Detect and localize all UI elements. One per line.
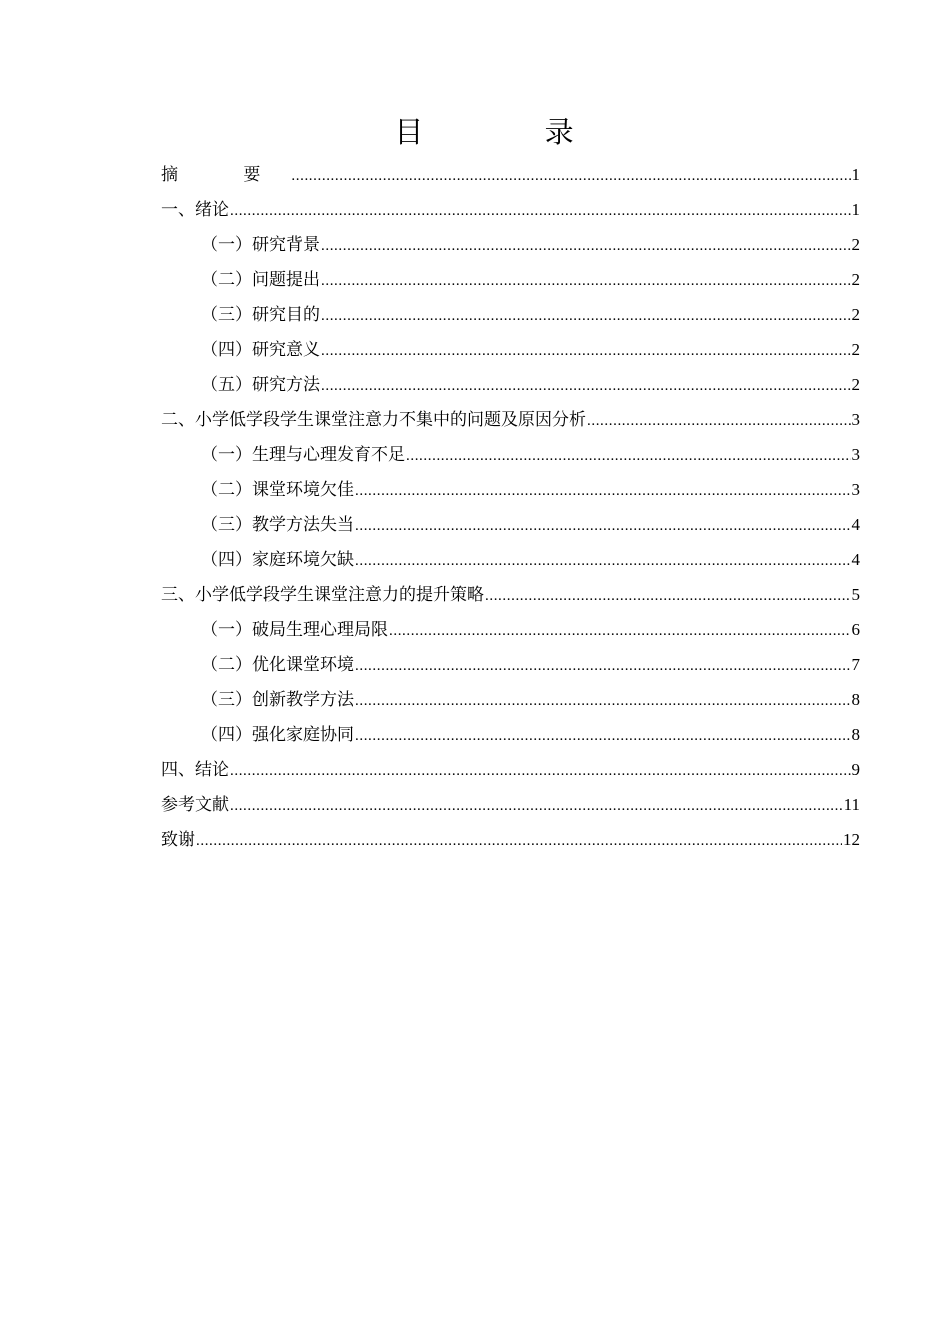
toc-entry-label: （二）优化课堂环境	[201, 655, 354, 675]
toc-entry-label: （一）生理与心理发育不足	[201, 445, 405, 465]
toc-dot-leader	[321, 299, 851, 334]
toc-entry-section-1-5[interactable]	[161, 367, 860, 402]
toc-entry-section-3-2[interactable]	[161, 647, 860, 682]
toc-dot-leader	[355, 719, 851, 754]
toc-dot-leader	[587, 404, 851, 439]
toc-page-number: 2	[851, 305, 860, 324]
toc-entry-section-1-3[interactable]	[161, 297, 860, 332]
toc-entry-section-1-4[interactable]	[161, 332, 860, 367]
toc-entry-section-2-3[interactable]	[161, 507, 860, 542]
toc-dot-leader	[321, 264, 851, 299]
toc-page-number: 3	[851, 445, 860, 464]
toc-entry-label: （四）研究意义	[201, 340, 320, 360]
toc-entry-label: （一）研究背景	[201, 235, 320, 255]
toc-page-number: 5	[851, 585, 860, 604]
toc-entry-label: （五）研究方法	[201, 375, 320, 395]
toc-page-number: 3	[851, 410, 860, 429]
toc-dot-leader	[321, 369, 851, 404]
toc-entry-label: 三、小学低学段学生课堂注意力的提升策略	[161, 585, 484, 605]
toc-page-number: 12	[843, 830, 860, 849]
toc-entry-label: 二、小学低学段学生课堂注意力不集中的问题及原因分析	[161, 410, 586, 430]
toc-page-number: 11	[843, 795, 860, 814]
toc-page-number: 2	[851, 375, 860, 394]
toc-dot-leader	[389, 614, 851, 649]
toc-entry-label: （二）问题提出	[201, 270, 320, 290]
toc-entry-label: （一）破局生理心理局限	[201, 620, 388, 640]
toc-page-number: 2	[851, 270, 860, 289]
toc-list	[161, 157, 860, 857]
toc-dot-leader	[321, 334, 851, 369]
toc-page-number: 1	[851, 200, 860, 219]
toc-entry-label: （三）研究目的	[201, 305, 320, 325]
toc-entry-label: 一、绪论	[161, 200, 229, 220]
toc-entry-section-3-4[interactable]	[161, 717, 860, 752]
toc-dot-leader	[230, 789, 843, 824]
toc-entry-section-2-2[interactable]	[161, 472, 860, 507]
toc-entry-label: 四、结论	[161, 760, 229, 780]
toc-entry-label: （三）创新教学方法	[201, 690, 354, 710]
toc-dot-leader	[355, 544, 851, 579]
toc-entry-chapter-3[interactable]	[161, 577, 860, 612]
toc-page-number: 2	[851, 340, 860, 359]
toc-entry-section-1-2[interactable]	[161, 262, 860, 297]
toc-dot-leader	[406, 439, 851, 474]
toc-page-number: 6	[851, 620, 860, 639]
toc-entry-label: 摘 要	[161, 165, 291, 185]
toc-entry-label: 参考文献	[161, 795, 229, 815]
toc-entry-chapter-4[interactable]	[161, 752, 860, 787]
toc-entry-abstract[interactable]	[161, 157, 860, 192]
toc-entry-section-3-3[interactable]	[161, 682, 860, 717]
toc-entry-label: （四）家庭环境欠缺	[201, 550, 354, 570]
toc-dot-leader	[485, 579, 851, 614]
toc-page-number: 4	[851, 550, 860, 569]
toc-page-number: 9	[851, 760, 860, 779]
toc-page-number: 2	[851, 235, 860, 254]
toc-entry-label: （四）强化家庭协同	[201, 725, 354, 745]
toc-dot-leader	[230, 194, 851, 229]
toc-dot-leader	[321, 229, 851, 264]
toc-entry-chapter-2[interactable]	[161, 402, 860, 437]
toc-page-number: 3	[851, 480, 860, 499]
toc-entry-label: 致谢	[161, 830, 195, 850]
toc-dot-leader	[355, 684, 851, 719]
toc-dot-leader	[196, 824, 842, 859]
toc-page-number: 1	[851, 165, 860, 184]
toc-entry-label: （三）教学方法失当	[201, 515, 354, 535]
toc-page-number: 8	[851, 690, 860, 709]
toc-dot-leader	[230, 754, 851, 789]
toc-dot-leader	[291, 159, 850, 194]
toc-dot-leader	[355, 509, 851, 544]
toc-entry-label: （二）课堂环境欠佳	[201, 480, 354, 500]
toc-entry-section-3-1[interactable]	[161, 612, 860, 647]
toc-entry-chapter-1[interactable]	[161, 192, 860, 227]
toc-entry-acknowledgements[interactable]	[161, 822, 860, 857]
toc-entry-section-2-1[interactable]	[161, 437, 860, 472]
toc-dot-leader	[355, 649, 851, 684]
toc-entry-section-2-4[interactable]	[161, 542, 860, 577]
toc-dot-leader	[355, 474, 851, 509]
toc-page-number: 7	[851, 655, 860, 674]
toc-title: 目 录	[394, 115, 630, 149]
toc-entry-references[interactable]	[161, 787, 860, 822]
toc-page-number: 4	[851, 515, 860, 534]
toc-page-number: 8	[851, 725, 860, 744]
toc-entry-section-1-1[interactable]	[161, 227, 860, 262]
